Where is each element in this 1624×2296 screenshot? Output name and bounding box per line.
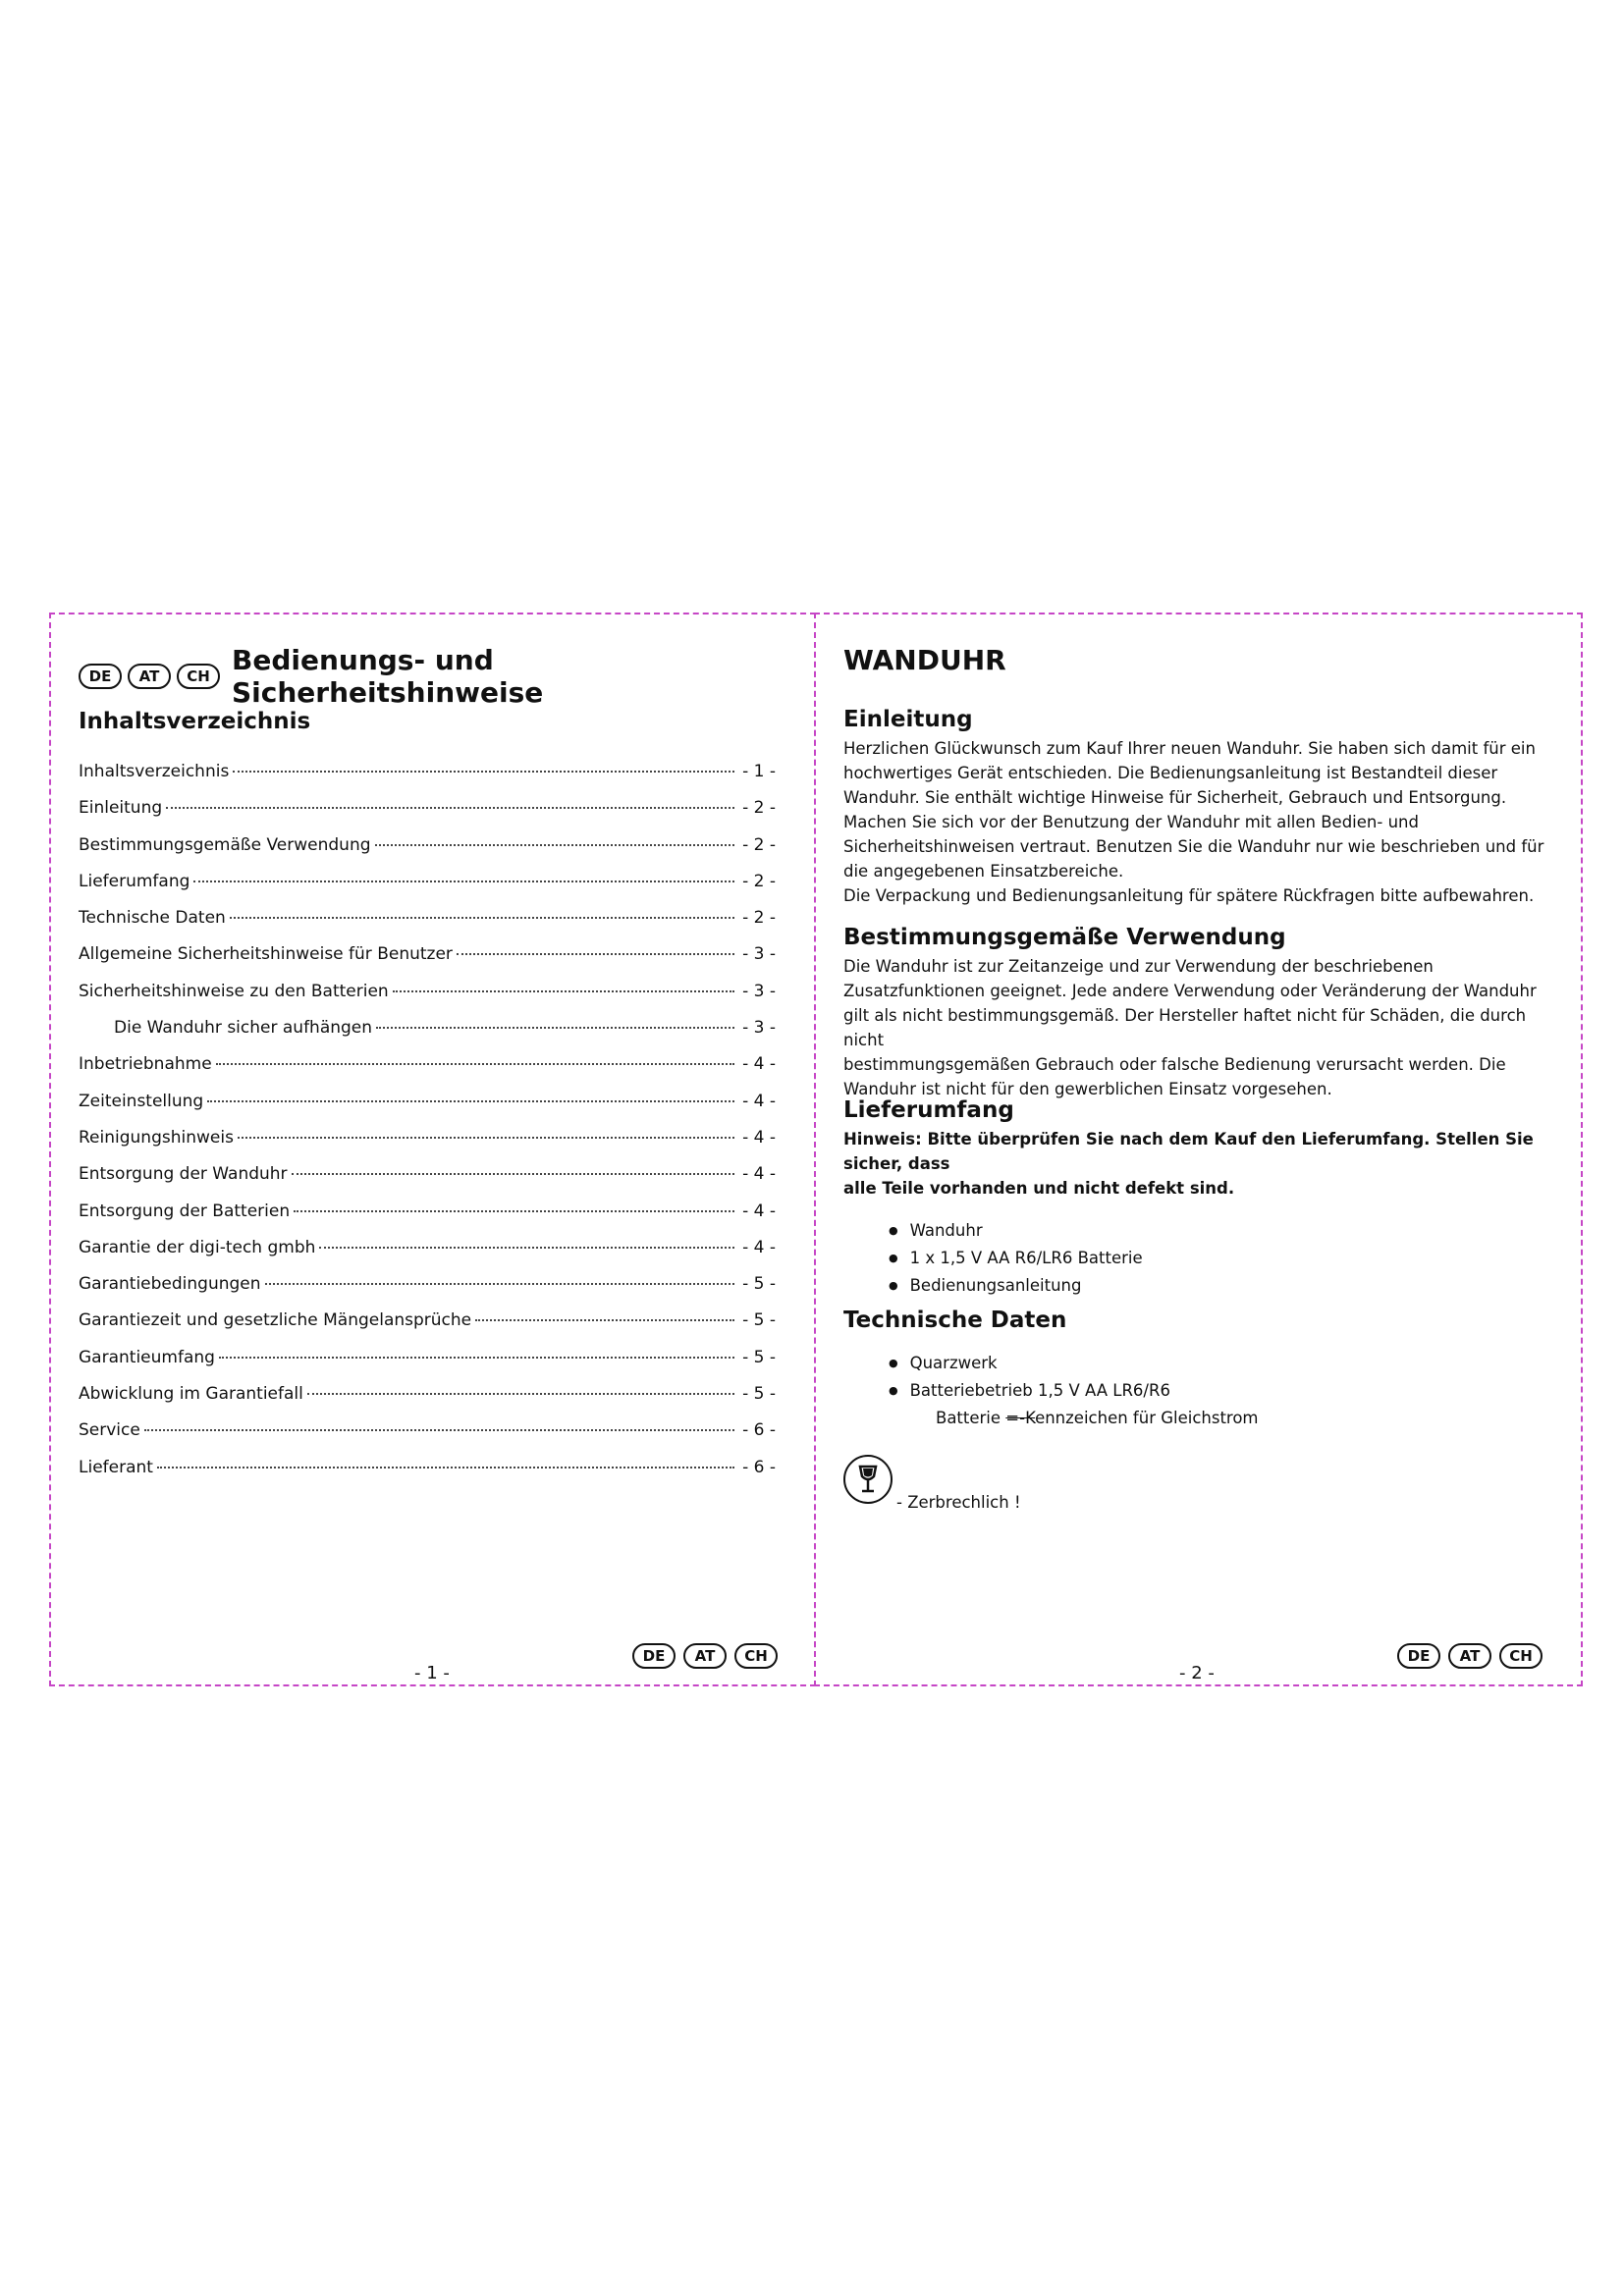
toc-page: - 2 -: [742, 798, 776, 819]
paragraph-line: Machen Sie sich vor der Benutzung der Wanduhr mit allen Bedien- und: [843, 813, 1419, 831]
flag-ch-badge: CH: [1499, 1643, 1543, 1669]
section-verwendung: [843, 925, 1555, 1101]
section-heading: Einleitung: [843, 707, 973, 732]
toc-label: Abwicklung im Garantiefall: [79, 1384, 303, 1405]
specs-list: [843, 1351, 1555, 1406]
toc-leader-dots: [294, 1210, 734, 1212]
toc-page: - 6 -: [742, 1457, 776, 1477]
toc-leader-dots: [216, 1063, 734, 1065]
toc-page: - 5 -: [742, 1310, 776, 1331]
toc-row[interactable]: [79, 798, 776, 834]
toc-label: Garantiezeit und gesetzliche Mängelansprüche: [79, 1310, 472, 1331]
left-page: [49, 613, 816, 1686]
toc-page: - 4 -: [742, 1091, 776, 1111]
toc-page: - 4 -: [742, 1127, 776, 1148]
toc-leader-dots: [219, 1357, 734, 1359]
toc-label: Garantieumfang: [79, 1347, 215, 1367]
section-heading: Lieferumfang: [843, 1097, 1014, 1123]
toc-page: - 5 -: [742, 1274, 776, 1295]
toc-label: Inhaltsverzeichnis: [79, 762, 230, 781]
table-of-contents: [79, 762, 776, 1494]
section-lieferumfang: [843, 1097, 1555, 1301]
toc-row[interactable]: [79, 1164, 776, 1201]
toc-page: - 3 -: [742, 981, 776, 1001]
toc-row[interactable]: [79, 944, 776, 981]
right-page: [814, 613, 1583, 1686]
toc-page: - 1 -: [742, 762, 776, 781]
flag-de-badge: DE: [79, 664, 122, 689]
toc-leader-dots: [375, 844, 734, 846]
toc-leader-dots: [230, 917, 734, 919]
dc-symbol-line: [843, 1406, 1555, 1431]
toc-row[interactable]: [79, 1420, 776, 1457]
toc-page: - 4 -: [742, 1237, 776, 1257]
sub-rest: ennzeichen für Gleichstrom: [1035, 1409, 1259, 1427]
paragraph-line: hochwertiges Gerät entschieden. Die Bedienungsanleitung ist Bestandteil dieser: [843, 764, 1498, 782]
section-heading: Bestimmungsgemäße Verwendung: [843, 925, 1286, 950]
toc-row[interactable]: [79, 1310, 776, 1347]
toc-row[interactable]: [79, 982, 776, 1018]
toc-label: Service: [79, 1420, 140, 1441]
toc-leader-dots: [376, 1027, 734, 1029]
paragraph-line: Wanduhr ist nicht für den gewerblichen Einsatz vorgesehen.: [843, 1080, 1332, 1098]
page-number: - 2 -: [1179, 1663, 1215, 1683]
toc-leader-dots: [166, 807, 734, 809]
toc-heading: Inhaltsverzeichnis: [79, 709, 311, 734]
flag-ch-badge: CH: [734, 1643, 778, 1669]
paragraph-line: die angegebenen Einsatzbereiche.: [843, 862, 1124, 881]
sub-prefix: Batterie: [936, 1409, 1006, 1427]
toc-label: Inbetriebnahme: [79, 1054, 212, 1075]
footer-country-flags: [1397, 1643, 1543, 1669]
toc-page: - 2 -: [742, 834, 776, 855]
flag-de-badge: DE: [1397, 1643, 1440, 1669]
section-technische-daten: [843, 1308, 1555, 1431]
toc-row[interactable]: [79, 1458, 776, 1494]
toc-row[interactable]: [79, 1384, 776, 1420]
toc-leader-dots: [238, 1137, 734, 1139]
toc-page: - 6 -: [742, 1420, 776, 1441]
toc-leader-dots: [475, 1319, 734, 1321]
toc-leader-dots: [319, 1247, 734, 1249]
toc-page: - 4 -: [742, 1201, 776, 1221]
list-item: ● Batteriebetrieb 1,5 V AA LR6/R6: [889, 1378, 1555, 1406]
page-title: Bedienungs- und Sicherheitshinweise: [232, 644, 544, 709]
toc-page: - 4 -: [742, 1164, 776, 1185]
toc-leader-dots: [157, 1467, 734, 1468]
toc-leader-dots: [292, 1173, 734, 1175]
toc-label: Reinigungshinweis: [79, 1127, 234, 1148]
toc-page: - 4 -: [742, 1054, 776, 1075]
toc-page: - 3 -: [742, 944, 776, 965]
toc-leader-dots: [393, 990, 734, 992]
toc-page: - 2 -: [742, 908, 776, 929]
toc-row[interactable]: [79, 835, 776, 872]
dc-symbol: =-K: [1005, 1409, 1036, 1427]
list-item: ● Wanduhr: [889, 1218, 1555, 1246]
toc-row[interactable]: [79, 1238, 776, 1274]
page-number: - 1 -: [414, 1663, 450, 1683]
paragraph-line: Zusatzfunktionen geeignet. Jede andere Verwendung oder Veränderung der Wanduhr: [843, 982, 1537, 1000]
fragile-glass-icon: [843, 1455, 893, 1504]
left-title-row: [79, 644, 814, 709]
toc-label: Die Wanduhr sicher aufhängen: [114, 1018, 373, 1039]
toc-label: Zeiteinstellung: [79, 1091, 204, 1111]
toc-label: Entsorgung der Wanduhr: [79, 1164, 288, 1185]
section-einleitung: [843, 707, 1555, 908]
paragraph-line: gilt als nicht bestimmungsgemäß. Der Hersteller haftet nicht für Schäden, die durch nicht: [843, 1006, 1527, 1049]
toc-label: Lieferant: [79, 1457, 153, 1477]
toc-label: Sicherheitshinweise zu den Batterien: [79, 981, 389, 1001]
footer-country-flags: [632, 1643, 778, 1669]
note-line: Hinweis: Bitte überprüfen Sie nach dem Kauf den Lieferumfang. Stellen Sie sicher, dass: [843, 1130, 1534, 1173]
paragraph-line: Herzlichen Glückwunsch zum Kauf Ihrer neuen Wanduhr. Sie haben sich damit für ein: [843, 739, 1536, 758]
flag-at-badge: AT: [1448, 1643, 1491, 1669]
list-item: ● Bedienungsanleitung: [889, 1273, 1555, 1301]
fragile-notice: [843, 1455, 1021, 1512]
paragraph-line: Sicherheitshinweisen vertraut. Benutzen Sie die Wanduhr nur wie beschrieben und für: [843, 837, 1544, 856]
toc-label: Garantie der digi-tech gmbh: [79, 1237, 316, 1257]
paragraph-line: Wanduhr. Sie enthält wichtige Hinweise für Sicherheit, Gebrauch und Entsorgung.: [843, 788, 1507, 807]
paragraph-line: bestimmungsgemäßen Gebrauch oder falsche Bedienung verursacht werden. Die: [843, 1055, 1506, 1074]
toc-row[interactable]: [79, 1054, 776, 1091]
list-item: ● 1 x 1,5 V AA R6/LR6 Batterie: [889, 1246, 1555, 1273]
paragraph-line: Die Verpackung und Bedienungsanleitung für spätere Rückfragen bitte aufbewahren.: [843, 886, 1535, 905]
flag-ch-badge: CH: [177, 664, 220, 689]
fragile-label: - Zerbrechlich !: [896, 1493, 1021, 1512]
toc-page: - 2 -: [742, 871, 776, 891]
toc-leader-dots: [144, 1429, 734, 1431]
toc-label: Entsorgung der Batterien: [79, 1201, 291, 1221]
toc-leader-dots: [233, 771, 734, 773]
toc-leader-dots: [457, 953, 734, 955]
toc-leader-dots: [307, 1393, 734, 1395]
toc-label: Garantiebedingungen: [79, 1274, 261, 1295]
toc-row[interactable]: [79, 1092, 776, 1128]
toc-label: Technische Daten: [79, 908, 226, 929]
toc-page: - 5 -: [742, 1347, 776, 1367]
note-line: alle Teile vorhanden und nicht defekt sind.: [843, 1179, 1235, 1198]
toc-label: Allgemeine Sicherheitshinweise für Benutzer: [79, 944, 453, 965]
toc-row[interactable]: [79, 872, 776, 908]
flag-at-badge: AT: [683, 1643, 727, 1669]
toc-row[interactable]: [79, 1201, 776, 1238]
toc-label: Einleitung: [79, 798, 163, 819]
toc-label: Lieferumfang: [79, 871, 190, 891]
list-item: ● Quarzwerk: [889, 1351, 1555, 1378]
product-title: WANDUHR: [843, 644, 1006, 676]
paragraph-line: Die Wanduhr ist zur Zeitanzeige und zur Verwendung der beschriebenen: [843, 957, 1434, 976]
flag-de-badge: DE: [632, 1643, 676, 1669]
toc-row[interactable]: [79, 1348, 776, 1384]
toc-page: - 5 -: [742, 1384, 776, 1405]
toc-row[interactable]: [79, 1018, 776, 1054]
scope-list: [843, 1218, 1555, 1301]
flag-at-badge: AT: [128, 664, 171, 689]
toc-leader-dots: [193, 881, 734, 882]
toc-leader-dots: [265, 1283, 734, 1285]
toc-page: - 3 -: [742, 1018, 776, 1039]
toc-label: Bestimmungsgemäße Verwendung: [79, 834, 371, 855]
toc-row[interactable]: [79, 762, 776, 798]
toc-row[interactable]: [79, 1128, 776, 1164]
toc-leader-dots: [207, 1100, 734, 1102]
section-heading: Technische Daten: [843, 1308, 1067, 1333]
country-flags: [79, 664, 220, 689]
toc-row[interactable]: [79, 1274, 776, 1310]
toc-row[interactable]: [79, 908, 776, 944]
